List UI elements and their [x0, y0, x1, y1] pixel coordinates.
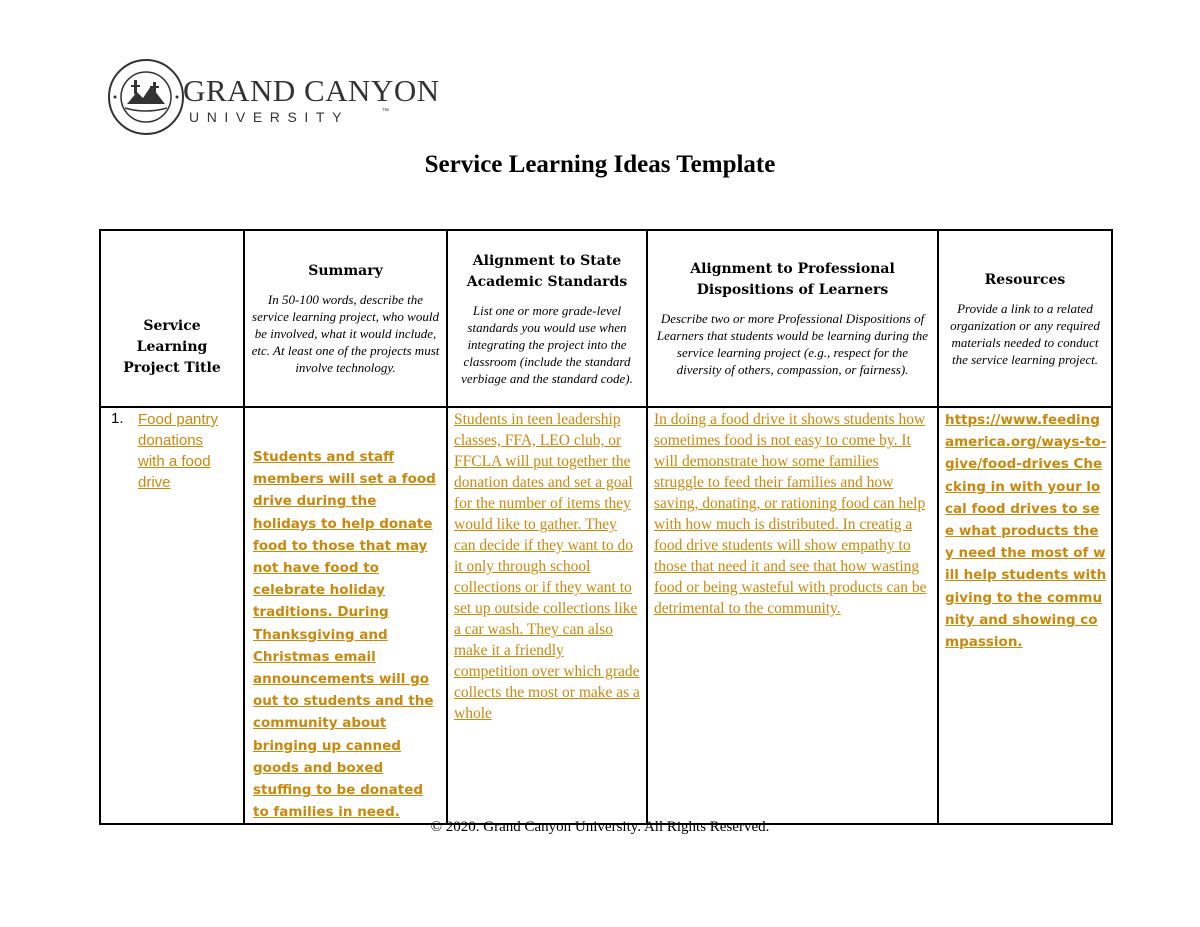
standards-text: Students in teen leadership classes, FFA, LEO club, or FFCLA will put together the donation dates and set a goal for the number of items they would like to gather. They can decide if they want to do it only through school collections or if they want to set up outside collections like a car wash. They can also make it a friendly competition over which grade collects the most or make as a whole — [454, 411, 640, 722]
cell-resources — [938, 407, 1112, 824]
header-description: List one or more grade-level standards you would use when integrating the project into the classroom (include the standard verbiage and the standard code). — [461, 302, 633, 386]
service-learning-table — [99, 229, 1113, 825]
logo-subtitle: UNIVERSITY — [189, 109, 350, 125]
university-logo — [107, 58, 440, 136]
resources-text: https://www.feedingamerica.org/ways-to-give/food-drives Checking in with your local food drives to see what products they need the most of will help students with giving to the community and showing compassion. — [945, 412, 1107, 651]
table-row — [100, 407, 1112, 824]
cell-project-title — [100, 407, 244, 824]
header-cell-project-title — [100, 230, 244, 407]
cell-dispositions — [647, 407, 938, 824]
header-description: Provide a link to a related organization or any required materials needed to conduct the service learning project. — [950, 300, 1100, 367]
project-title-text: Food pantry donations with a food drive — [138, 411, 219, 491]
header-cell-standards — [447, 230, 647, 407]
header-cell-dispositions — [647, 230, 938, 407]
header-title: Resources — [984, 271, 1066, 288]
logo-wordmark: GRAND CANYON — [183, 73, 440, 108]
header-title: Alignment to State Academic Standards — [466, 252, 628, 290]
header-cell-summary — [244, 230, 447, 407]
page-title: Service Learning Ideas Template — [424, 151, 776, 178]
cell-standards — [447, 407, 647, 824]
dispositions-text: In doing a food drive it shows students how sometimes food is not easy to come by. It will demonstrate how some families struggle to feed their families and how saving, donating, or rationing food can help with how much is distributed. In creatig a food drive students will show empathy to those that need it and see that how wasting food or being wasteful with products can be detrimental to the community. — [654, 411, 927, 617]
trademark-symbol: ™ — [382, 108, 389, 115]
cell-summary — [244, 407, 447, 824]
university-seal-icon — [107, 58, 185, 136]
header-title: Summary — [308, 263, 383, 279]
summary-text: Students and staff members will set a food drive during the holidays to help donate food to those that may not have food to celebrate holiday traditions. During Thanksgiving and Christmas email announcements will go out to students and the community about bringing up canned goods and boxed stuffing to be donated to families in need. — [253, 449, 436, 821]
header-description: Describe two or more Professional Dispositions of Learners that students would be learning during the service learning project (e.g., respect for the diversity of others, compassion, or fairness). — [656, 311, 929, 377]
header-title: Alignment to Professional Dispositions of Learners — [690, 261, 895, 298]
header-title: Service Learning Project Title — [123, 318, 221, 376]
table-header-row — [100, 230, 1112, 407]
header-cell-resources — [938, 230, 1112, 407]
header-description: In 50-100 words, describe the service learning project, who would be involved, what it would include, etc. At least one of the projects must involve technology. — [251, 292, 440, 375]
row-number: 1. — [111, 410, 124, 427]
copyright-footer: © 2020. Grand Canyon University. All Rights Reserved. — [430, 819, 770, 835]
